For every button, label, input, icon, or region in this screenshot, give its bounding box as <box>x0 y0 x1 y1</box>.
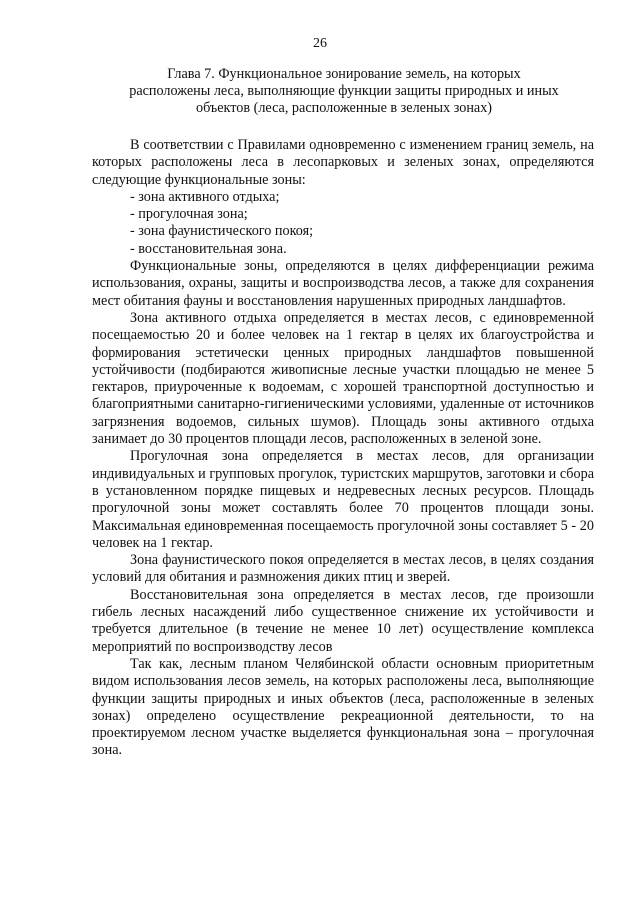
conclusion-paragraph: Так как, лесным планом Челябинской области основным приоритетным видом использования лесов земель, на которых расположены леса, выполняющие функции защиты природных и иных объектов (леса, расположенные в зеленых зонах) определено осуществление рекреационной деятельности, то на проектируемом лесном участке выделяется функциональная зона – прогулочная зона. <box>92 655 594 759</box>
active-rest-zone-paragraph: Зона активного отдыха определяется в местах лесов, с единовременной посещаемостью 20 и более человек на 1 гектар в целях их благоустройства и формирования эстетически ценных природных ландшафтов повышенной устойчивости (подбираются живописные лесные участки площадью не менее 5 гектаров, приуроченные к водоемам, с хорошей транспортной доступностью и благоприятными санитарно-гигиеническими условиями, удаленные от источников загрязнения водоемов, сильных шумов). Площадь зоны активного отдыха занимает до 30 процентов площади лесов, расположенных в зеленой зоне. <box>92 309 594 448</box>
zones-list <box>92 189 594 258</box>
zone-list-item: - восстановительная зона. <box>130 240 287 257</box>
zone-list-item: - зона активного отдыха; <box>130 188 280 205</box>
restoration-zone-paragraph: Восстановительная зона определяется в местах лесов, где произошли гибель лесных насаждений либо существенное снижение их устойчивости и требуется длительное (в течение не менее 10 лет) осуществление комплекса мероприятий по воспроизводству лесов <box>92 586 594 655</box>
document-body <box>92 137 594 760</box>
fauna-rest-zone-paragraph: Зона фаунистического покоя определяется в местах лесов, в целях создания условий для обитания и размножения диких птиц и зверей. <box>92 552 594 586</box>
zone-list-item: - прогулочная зона; <box>130 206 248 223</box>
intro-paragraph: В соответствии с Правилами одновременно с изменением границ земель, на которых расположены леса в лесопарковых и зеленых зонах, определяются следующие функциональные зоны: <box>92 137 594 188</box>
functional-zones-paragraph: Функциональные зоны, определяются в целях дифференциации режима использования, охраны, защиты и воспроизводства лесов, а также для сохранения мест обитания фауны и восстановления нарушенных природных ландшафтов. <box>92 258 594 309</box>
chapter-title-line: расположены леса, выполняющие функции защиты природных и иных <box>129 83 559 99</box>
chapter-title-line: объектов (леса, расположенные в зеленых зонах) <box>195 100 493 116</box>
zone-list-item: - зона фаунистического покоя; <box>130 223 314 240</box>
chapter-title <box>96 66 592 117</box>
chapter-title-line: Глава 7. Функциональное зонирование земель, на которых <box>167 66 521 82</box>
page-number: 26 <box>313 36 327 51</box>
walking-zone-paragraph: Прогулочная зона определяется в местах лесов, для организации индивидуальных и групповых прогулок, туристских маршрутов, заготовки и сбора в установленном порядке пищевых и недревесных лесных ресурсов. Площадь прогулочной зоны может составлять более 70 процентов площади зоны. Максимальная единовременная посещаемость прогулочной зоны составляет 5 - 20 человек на 1 гектар. <box>92 448 594 551</box>
